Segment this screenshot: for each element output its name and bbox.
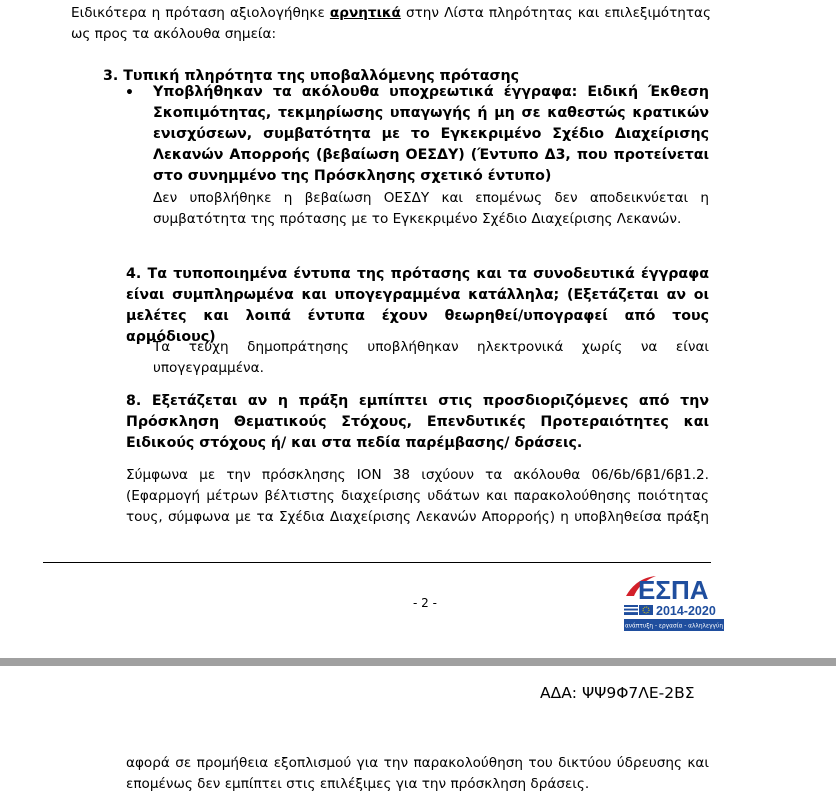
page-2-paragraph: αφορά σε προμήθεια εξοπλισμού για την παρακολούθηση του δικτύου ύδρευσης και επομένως δεν εμπίπτει στις επιλέξιμες για την πρόσκληση δράσεις. xyxy=(126,755,709,792)
espa-logo-years: 2014-2020 xyxy=(656,604,716,618)
section-3-heading: 3. Τυπική πληρότητα της υποβαλλόμενης πρότασης xyxy=(103,68,520,84)
bullet-icon: • xyxy=(125,85,134,101)
page-separator xyxy=(0,658,836,666)
section-8-note: Σύμφωνα με την πρόσκλησης ΙΟΝ 38 ισχύουν τα ακόλουθα 06/6b/6β1/6β1.2. (Εφαρμογή μέτρων βέλτιστης διαχείρισης υδάτων και παρακολούθησης ποιότητας τους, σύμφωνα με τα Σχέδια Διαχείρισης Λεκανών Απορροής) η υποβληθείσα πράξη xyxy=(126,467,709,525)
section-3-bullet: Υποβλήθηκαν τα ακόλουθα υποχρεωτικά έγγραφα: Ειδική Έκθεση Σκοπιμότητας, τεκμηρίωσης υπαγωγής ή μη σε καθεστώς κρατικών ενισχύσεων, συμβατότητα με το Εγκεκριμένο Σχέδιο Διαχείρισης Λεκανών Απορροής (βεβαίωση ΟΕΣΔΥ) (Έντυπο Δ3, που προτείνεται στο συνημμένο της Πρόσκλησης σχετικό έντυπο) xyxy=(153,84,709,184)
section-8-heading: 8. Εξετάζεται αν η πράξη εμπίπτει στις προσδιοριζόμενες από την Πρόσκληση Θεματικούς Στόχους, Επενδυτικές Προτεραιότητες και Ειδικούς στόχους ή/ και στα πεδία παρέμβασης/ δράσεις. xyxy=(126,393,709,451)
page-number: - 2 - xyxy=(413,596,437,610)
ada-code: ΑΔΑ: ΨΨ9Φ7ΛΕ-2ΒΣ xyxy=(540,684,695,702)
espa-logo-tagline: ανάπτυξη - εργασία - αλληλεγγύη xyxy=(624,623,724,630)
section-4-note: Τα τεύχη δημοπράτησης υποβλήθηκαν ηλεκτρονικά χωρίς να είναι υπογεγραμμένα. xyxy=(153,339,709,376)
espa-logo xyxy=(622,572,726,634)
intro-emphasis: αρνητικά xyxy=(329,5,401,21)
footer-rule xyxy=(43,562,711,563)
section-3-note: Δεν υποβλήθηκε η βεβαίωση ΟΕΣΔΥ και επομένως δεν αποδεικνύεται η συμβατότητα της πρότασης με το Εγκεκριμένο Σχέδιο Διαχείρισης Λεκανών. xyxy=(153,190,709,227)
espa-logo-title: ΕΣΠΑ xyxy=(638,575,709,605)
intro-paragraph xyxy=(71,3,711,45)
intro-text-end: στην Λίστα πληρότητας και επιλεξιμότητας ως προς τα ακόλουθα σημεία: xyxy=(71,5,712,42)
greek-flag-icon xyxy=(624,605,638,615)
section-4-heading: 4. Τα τυποποιημένα έντυπα της πρότασης και τα συνοδευτικά έγγραφα είναι συμπληρωμένα και υπογεγραμμένα κατάλληλα; (Εξετάζεται αν οι μελέτες και λοιπά έντυπα έχουν θεωρηθεί/υπογραφεί από τους αρμόδιους) xyxy=(126,266,709,345)
intro-text: Ειδικότερα η πρόταση αξιολογήθηκε xyxy=(71,5,330,21)
